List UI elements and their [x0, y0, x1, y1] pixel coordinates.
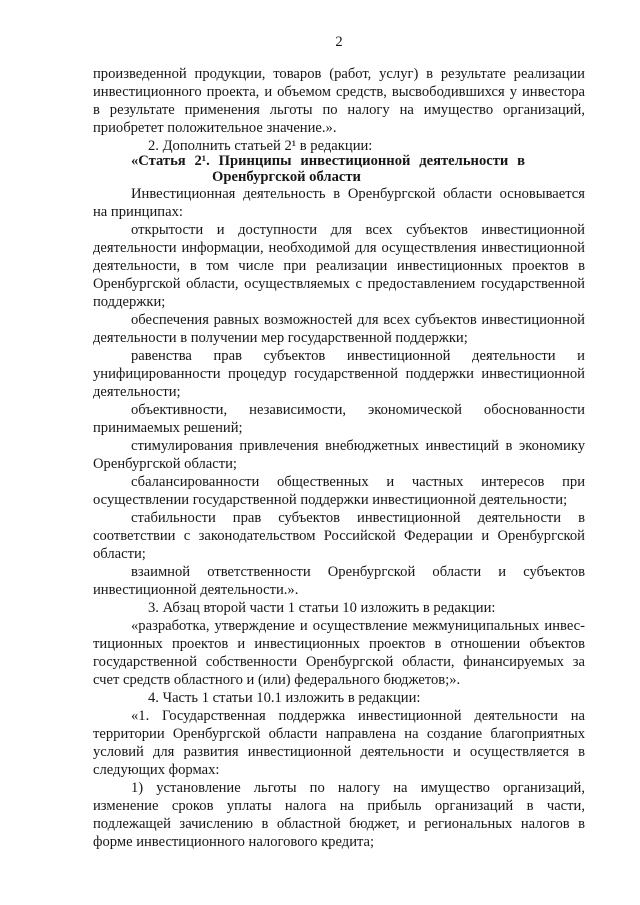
text-line: тиционных проектов и инвестиционных проектов в отношении объектов	[93, 636, 585, 652]
text-line: подлежащей зачислению в областной бюджет, и региональных налогов в	[93, 816, 585, 832]
text-line: 2. Дополнить статьей 2¹ в редакции:	[148, 138, 373, 154]
text-line: равенства прав субъектов инвестиционной деятельности и	[131, 348, 585, 364]
text-line: деятельности в получении мер государственной поддержки;	[93, 330, 468, 346]
text-line: государственной собственности Оренбургской области, финансируемых за	[93, 654, 585, 670]
text-line: инвестиционного проекта, и объемом средств, высвободившихся у инвестора	[93, 84, 585, 100]
article-heading-line: Оренбургской области	[212, 169, 361, 185]
text-line: объективности, независимости, экономической обоснованности	[131, 402, 585, 418]
text-line: стимулирования привлечения внебюджетных инвестиций в экономику	[131, 438, 585, 454]
article-heading	[93, 153, 585, 185]
paragraph	[93, 221, 585, 311]
text-line: взаимной ответственности Оренбургской области и субъектов	[131, 564, 585, 580]
text-line: территории Оренбургской области направлена на создание благоприятных	[93, 726, 585, 742]
text-line: приобретет положительное значение.».	[93, 120, 337, 136]
paragraph	[93, 473, 585, 509]
paragraph	[93, 185, 585, 221]
paragraph	[93, 779, 585, 851]
text-line: следующих формах:	[93, 762, 220, 778]
text-line: принимаемых решений;	[93, 420, 243, 436]
document-body	[93, 65, 585, 851]
paragraph	[93, 689, 585, 707]
paragraph	[93, 401, 585, 437]
paragraph	[93, 311, 585, 347]
page-number: 2	[335, 34, 343, 50]
text-line: инвестиционной деятельности.».	[93, 582, 299, 598]
text-line: обеспечения равных возможностей для всех субъектов инвестиционной	[131, 312, 585, 328]
text-line: форме инвестиционного налогового кредита;	[93, 834, 375, 850]
paragraph	[93, 509, 585, 563]
text-line: соответствии с законодательством Российской Федерации и Оренбургской	[93, 528, 585, 544]
article-heading-line: «Статья 2¹. Принципы инвестиционной деятельности в	[131, 153, 525, 169]
text-line: в результате применения льготы по налогу на имущество организаций,	[93, 102, 585, 118]
paragraph	[93, 65, 585, 137]
text-line: условий для развития инвестиционной деятельности и осуществляется в	[93, 744, 585, 760]
text-line: деятельности, в том числе при реализации инвестиционных проектов в	[93, 258, 585, 274]
text-line: счет средств областного и (или) федерального бюджетов;».	[93, 672, 461, 688]
text-line: поддержки;	[93, 294, 166, 310]
paragraph	[93, 563, 585, 599]
paragraph	[93, 599, 585, 617]
text-line: деятельности информации, необходимой для осуществления инвестиционной	[93, 240, 585, 256]
text-line: 1) установление льготы по налогу на имущество организаций,	[131, 780, 585, 796]
text-line: области;	[93, 546, 146, 562]
text-line: 3. Абзац второй части 1 статьи 10 изложить в редакции:	[148, 600, 496, 616]
text-line: открытости и доступности для всех субъектов инвестиционной	[131, 222, 585, 238]
paragraph	[93, 707, 585, 779]
text-line: сбалансированности общественных и частных интересов при	[131, 474, 585, 490]
text-line: стабильности прав субъектов инвестиционной деятельности в	[131, 510, 585, 526]
text-line: 4. Часть 1 статьи 10.1 изложить в редакции:	[148, 690, 421, 706]
text-line: осуществлении государственной поддержки инвестиционной деятельности;	[93, 492, 568, 508]
text-line: на принципах:	[93, 204, 183, 220]
paragraph	[93, 347, 585, 401]
text-line: унифицированности процедур государственной поддержки инвестиционной	[93, 366, 585, 382]
text-line: Оренбургской области, осуществляемых с предоставлением государственной	[93, 276, 585, 292]
paragraph	[93, 437, 585, 473]
text-line: «разработка, утверждение и осуществление межмуниципальных инвес-	[131, 618, 585, 634]
text-line: «1. Государственная поддержка инвестиционной деятельности на	[131, 708, 585, 724]
text-line: Оренбургской области;	[93, 456, 237, 472]
text-line: изменение сроков уплаты налога на прибыль организаций в части,	[93, 798, 585, 814]
paragraph	[93, 617, 585, 689]
text-line: Инвестиционная деятельность в Оренбургской области основывается	[131, 186, 585, 202]
text-line: произведенной продукции, товаров (работ, услуг) в результате реализации	[93, 66, 585, 82]
text-line: деятельности;	[93, 384, 181, 400]
